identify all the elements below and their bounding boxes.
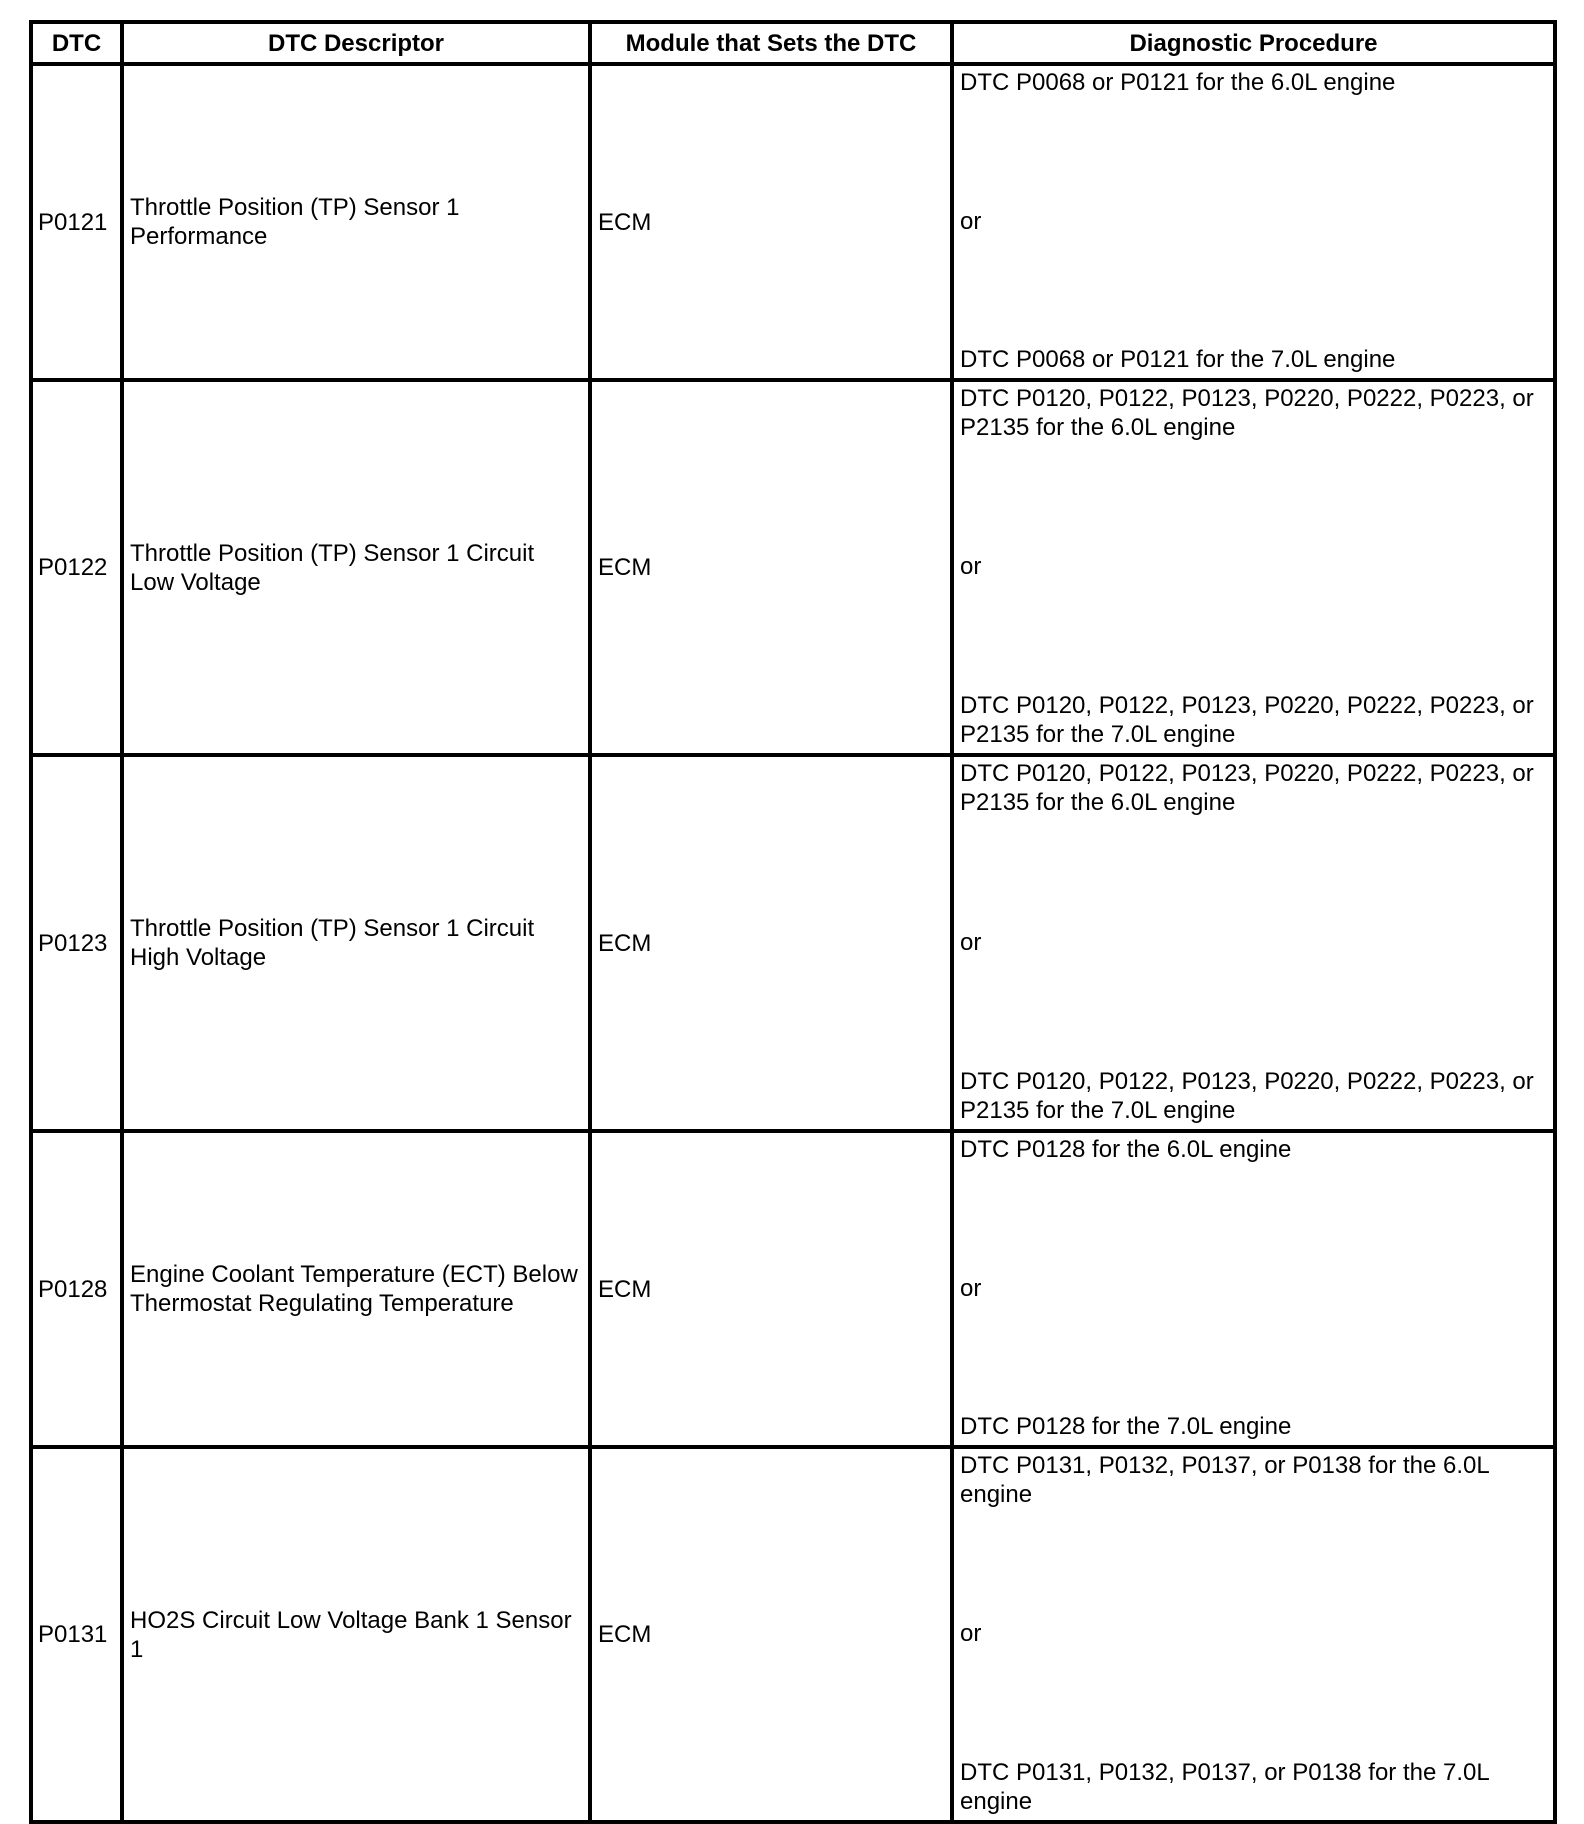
procedure-link-7-0l[interactable]: DTC P0120, P0122, P0123, P0220, P0222, P0223, or P2135 for the 7.0L engine — [960, 1068, 1534, 1124]
procedure-link-7-0l[interactable]: DTC P0120, P0122, P0123, P0220, P0222, P0223, or P2135 for the 7.0L engine — [960, 692, 1534, 748]
header-module: Module that Sets the DTC — [590, 22, 952, 64]
dtc-code-cell: P0131 — [31, 1447, 122, 1822]
dtc-descriptor-cell: Throttle Position (TP) Sensor 1 Circuit High Voltage — [122, 755, 590, 1131]
table-header-row — [31, 22, 1555, 64]
dtc-code-cell: P0121 — [31, 64, 122, 380]
dtc-code-cell: P0128 — [31, 1131, 122, 1447]
diagnostic-procedure-cell — [952, 64, 1555, 380]
diagnostic-procedure-cell — [952, 1131, 1555, 1447]
dtc-descriptor-cell: Throttle Position (TP) Sensor 1 Performance — [122, 64, 590, 380]
header-dtc: DTC — [31, 22, 122, 64]
module-cell: ECM — [590, 380, 952, 755]
procedure-link-7-0l[interactable]: DTC P0068 or P0121 for the 7.0L engine — [960, 346, 1396, 373]
procedure-link-7-0l[interactable]: DTC P0131, P0132, P0137, or P0138 for the 7.0L engine — [960, 1759, 1489, 1815]
module-cell: ECM — [590, 1131, 952, 1447]
diagnostic-procedure-cell — [952, 755, 1555, 1131]
dtc-descriptor-cell: Engine Coolant Temperature (ECT) Below Thermostat Regulating Temperature — [122, 1131, 590, 1447]
procedure-link-6-0l[interactable]: DTC P0068 or P0121 for the 6.0L engine — [960, 69, 1396, 96]
procedure-or-text: or — [960, 928, 982, 956]
dtc-code-cell: P0122 — [31, 380, 122, 755]
procedure-or-text: or — [960, 1274, 982, 1302]
procedure-link-6-0l[interactable]: DTC P0120, P0122, P0123, P0220, P0222, P0223, or P2135 for the 6.0L engine — [960, 385, 1534, 441]
module-cell: ECM — [590, 755, 952, 1131]
procedure-link-6-0l[interactable]: DTC P0131, P0132, P0137, or P0138 for the 6.0L engine — [960, 1452, 1489, 1508]
header-procedure: Diagnostic Procedure — [952, 22, 1555, 64]
table-row — [31, 755, 1555, 1131]
module-cell: ECM — [590, 1447, 952, 1822]
procedure-or-text: or — [960, 207, 982, 235]
procedure-link-7-0l[interactable]: DTC P0128 for the 7.0L engine — [960, 1413, 1292, 1440]
diagnostic-procedure-cell — [952, 1447, 1555, 1822]
table-row — [31, 1131, 1555, 1447]
table-row — [31, 64, 1555, 380]
dtc-descriptor-cell: Throttle Position (TP) Sensor 1 Circuit Low Voltage — [122, 380, 590, 755]
diagnostic-procedure-cell — [952, 380, 1555, 755]
module-cell: ECM — [590, 64, 952, 380]
procedure-or-text: or — [960, 1620, 982, 1647]
table-row — [31, 380, 1555, 755]
header-descriptor: DTC Descriptor — [122, 22, 590, 64]
procedure-link-6-0l[interactable]: DTC P0120, P0122, P0123, P0220, P0222, P0223, or P2135 for the 6.0L engine — [960, 760, 1534, 816]
table-row — [31, 1447, 1555, 1822]
dtc-descriptor-cell: HO2S Circuit Low Voltage Bank 1 Sensor 1 — [122, 1447, 590, 1822]
dtc-table — [29, 20, 1557, 1824]
dtc-code-cell: P0123 — [31, 755, 122, 1131]
procedure-link-6-0l[interactable]: DTC P0128 for the 6.0L engine — [960, 1136, 1292, 1163]
procedure-or-text: or — [960, 553, 982, 580]
